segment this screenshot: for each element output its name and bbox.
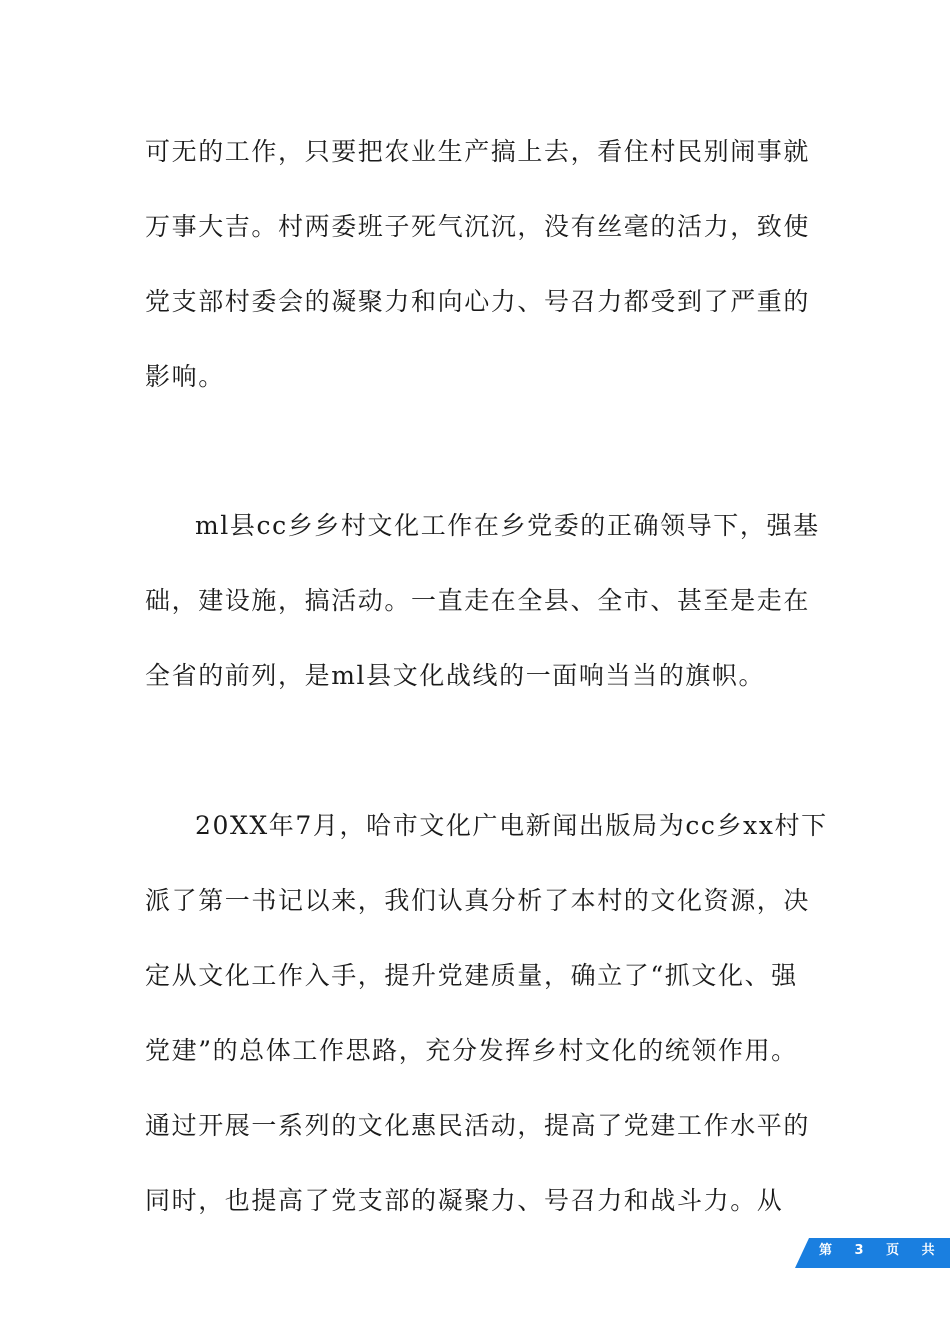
- page-number-badge: [795, 1238, 950, 1268]
- text-line: 20XX年7月，哈市文化广电新闻出版局为cc乡xx村下: [195, 811, 828, 840]
- paragraph-3: [145, 788, 828, 1238]
- text-line: 全省的前列，是ml县文化战线的一面响当当的旗帜。: [145, 661, 766, 690]
- text-line: 定从文化工作入手，提升党建质量，确立了“抓文化、强: [145, 961, 798, 990]
- text-line: 影响。: [145, 362, 225, 391]
- text-line: ml县cc乡乡村文化工作在乡党委的正确领导下，强基: [195, 511, 820, 540]
- text-line: 同时，也提高了党支部的凝聚力、号召力和战斗力。从: [145, 1186, 784, 1215]
- text-line: 可无的工作，只要把农业生产搞上去，看住村民别闹事就: [145, 137, 811, 166]
- text-line: 党支部村委会的凝聚力和向心力、号召力都受到了严重的: [145, 287, 811, 316]
- text-line: 万事大吉。村两委班子死气沉沉，没有丝毫的活力，致使: [145, 212, 811, 241]
- paragraph-1: [145, 114, 810, 414]
- text-line: 通过开展一系列的文化惠民活动，提高了党建工作水平的: [145, 1111, 811, 1140]
- text-line: 派了第一书记以来，我们认真分析了本村的文化资源，决: [145, 886, 811, 915]
- text-line: 础，建设施，搞活动。一直走在全县、全市、甚至是走在: [145, 586, 811, 615]
- text-line: 党建”的总体工作思路，充分发挥乡村文化的统领作用。: [145, 1036, 798, 1065]
- page-number-label: 第 3 页 共: [819, 1243, 944, 1258]
- paragraph-2: [145, 488, 820, 713]
